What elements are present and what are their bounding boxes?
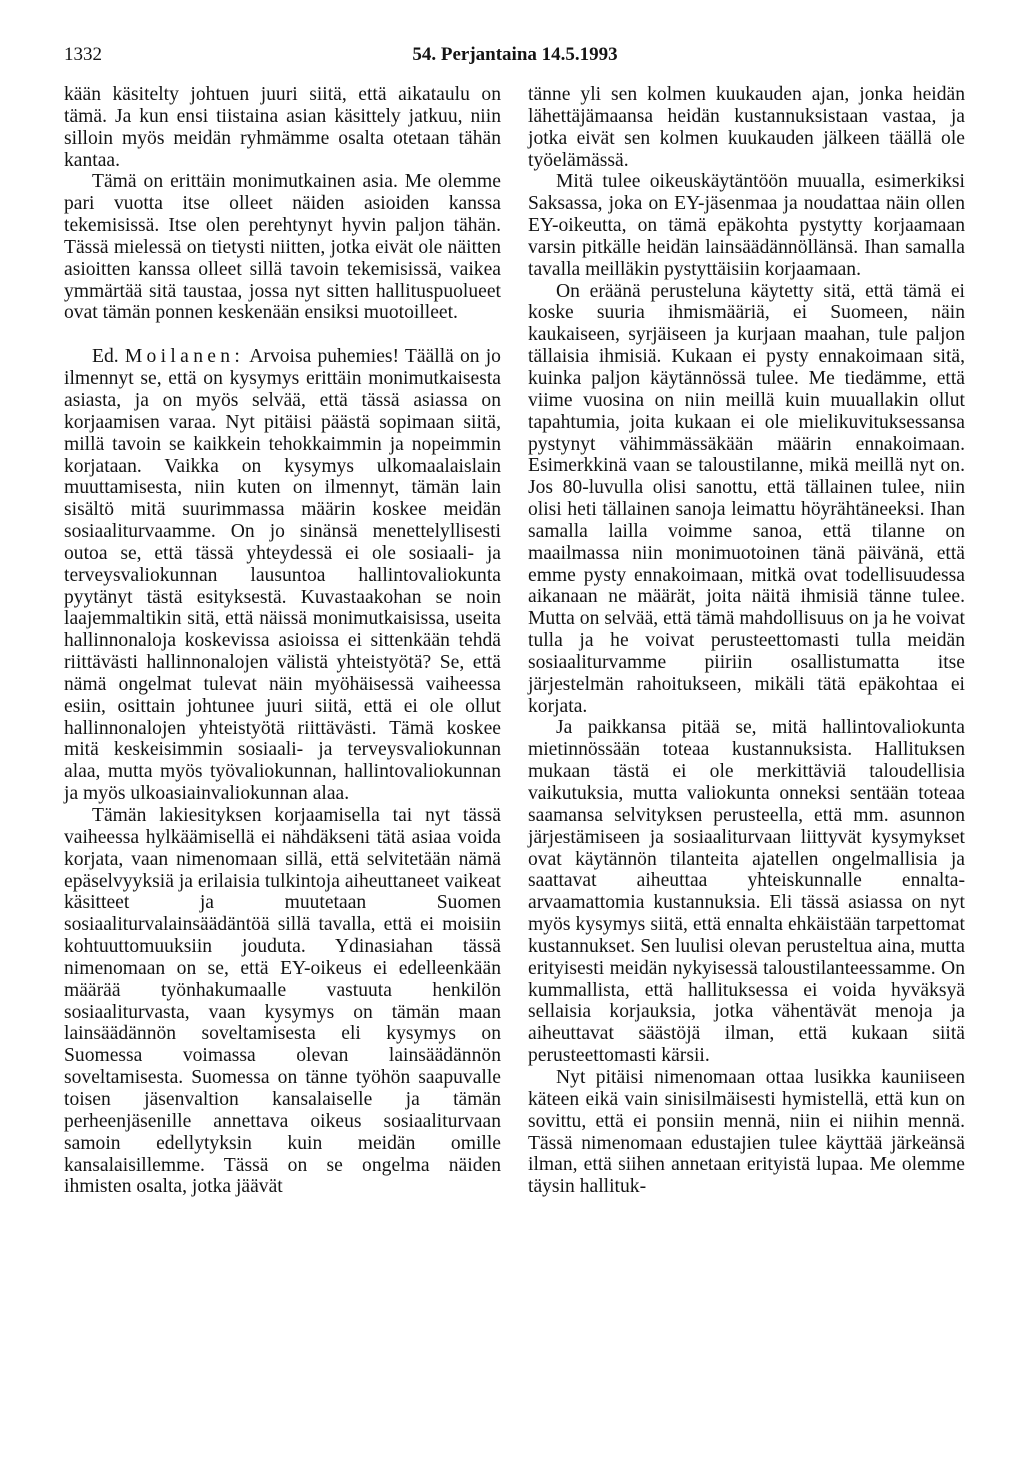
paragraph: Tämä on erittäin monimutkainen asia. Me olemme pari vuotta itse olleet näiden asioiden kanssa tekemisissä. Itse olen perehtynyt hyvin paljon tähän. Tässä mielessä on tietysti niitten, jotka eivät ole näitten asioitten kanssa olleet sillä tavoin tekemisissä, vaikea ymmärtää sitä taustaa, jossa nyt sitten hallituspuolueet ovat tämän ponnen keskenään ensiksi muotoilleet. xyxy=(64,171,501,324)
speaker-title: Ed. xyxy=(92,346,119,368)
speech-text: Täällä on jo ilmennyt se, että on kysymys erittäin monimutkaisesta asiasta, ja on myös selvää, että tässä asiassa on korjaamisen varaa. Nyt pitäisi päästä sopimaan siitä, millä tavoin se kaikkein tehokkaimmin ja nopeimmin korjataan. Vaikka on kysymys ulkomaalaislain muuttamisesta, niin kuten on ilmennyt, tämän lain sisältö mitä suurimmassa määrin koskee meidän sosiaaliturvaamme. On jo sinänsä menettelyllisesti outoa se, että tässä yhteydessä ei ole sosiaali- ja terveysvaliokunnan lausuntoa hallintovaliokunta pyytänyt tästä esityksestä. Kuvastaakohan se noin laajemmaltikin sitä, että näissä monimutkaisissa, useita hallinnonaloja koskevissa asioissa ei sittenkään tehdä riittävästi hallinnonalojen välistä yhteistyötä? Se, että nämä ongelmat tulevat näin myöhäisessä vaiheessa esiin, osittain johtunee juuri siitä, että ei ole ollut hallinnonalojen yhteistyötä riittävästi. Tämä koskee mitä keskeisimmin sosiaali- ja terveysvaliokunnan alaa, mutta myös työvaliokunnan, hallintovaliokunnan ja myös ulkoasiainvaliokunnan alaa. xyxy=(64,346,501,805)
speech-opening: Arvoisa puhemies! xyxy=(249,346,400,368)
speech-paragraph xyxy=(64,346,501,805)
paragraph: Ja paikkansa pitää se, mitä hallintovaliokunta mietinnössään toteaa kustannuksista. Hallituksen mukaan tästä ei ole merkittäviä taloudellisia vaikutuksia, mutta valiokunta onneksi sentään toteaa saamansa selvityksen perusteella, että mm. asunnon järjestämiseen ja sosiaaliturvaan liittyvät kysymykset ovat käytännön tilanteita ajatellen ongelmallisia ja saattavat aiheuttaa yhteiskunnalle ennalta-arvaamattomia kustannuksia. Eli tässä asiassa on nyt myös kysymys siitä, että ennalta ehkäistään tarpettomat kustannukset. Sen luulisi olevan perusteltua aina, mutta erityisesti meidän nykyisessä taloustilanteessamme. On kummallista, että hallituksessa ei voida hyväksyä sellaisia korjauksia, jotka vähentävät menoja ja aiheuttavat säästöjä ilman, että kukaan siitä perusteettomasti kärsii. xyxy=(528,717,965,1067)
right-column xyxy=(528,84,965,1198)
paragraph: Mitä tulee oikeuskäytäntöön muualla, esimerkiksi Saksassa, joka on EY-jäsenmaa ja noudattaa näin ollen EY-oikeutta, on tämä epäkohta pystytty korjaamaan varsin pitkälle heidän lainsäädännöllänsä. Ihan samalla tavalla meilläkin pystyttäisiin korjaamaan. xyxy=(528,171,965,280)
paragraph: On eräänä perusteluna käytetty sitä, että tämä ei koske suuria ihmismääriä, ei Suomeen, näin kaukaiseen, syrjäiseen ja kurjaan maahan, tule paljon tällaisia ihmisiä. Kukaan ei pysty ennakoimaan sitä, kuinka paljon käytännössä tulee. Me tiedämme, että viime vuosina on niin meillä kuin muuallakin ollut tapahtumia, joita kukaan ei ole mielikuvituksessansa pystynyt vähimmässäkään määrin ennakoimaan. Esimerkkinä vaan se taloustilanne, mikä meillä nyt on. Jos 80-luvulla olisi sanottu, että tällainen tulee, niin olisi heti tällainen sanoja leimattu höyrähtäneeksi. Ihan samalla lailla voimme sanoa, että tilanne on maailmassa niin monimuotoinen tänä päivänä, että emme pysty ennakoimaan, mitkä ovat todellisuudessa aikanaan ne määrät, joita näitä ihmisiä tänne tulee. Mutta on selvää, että tämä mahdollisuus on ja he voivat tulla ja he voivat perusteettomasti tulla meidän sosiaaliturvamme piiriin osallistumatta itse järjestelmän rahoitukseen, mikäli tätä epäkohtaa ei korjata. xyxy=(528,280,965,717)
continuation-paragraph: kään käsitelty johtuen juuri siitä, että aikataulu on tämä. Ja kun ensi tiistaina asian käsittely jatkuu, niin silloin myös meidän ryhmämme osalta otetaan tähän kantaa. xyxy=(64,84,501,171)
running-head: 54. Perjantaina 14.5.1993 xyxy=(412,44,618,65)
page-header xyxy=(64,44,966,74)
continuation-paragraph: tänne yli sen kolmen kuukauden ajan, jonka heidän lähettäjämaansa heidän kustannuksistaan vastaa, ja jotka eivät sen kolmen kuukauden jälkeen täällä ole työelämässä. xyxy=(528,84,965,171)
paragraph: Nyt pitäisi nimenomaan ottaa lusikka kauniiseen käteen eikä vain sinisilmäisesti hymistellä, että kun on sovittu, että ei ponsiin mennä, niin ei niihin mennä. Tässä nimenomaan edustajien tulee käyttää järkeänsä ilman, että siihen annetaan erityistä lupaa. Me olemme täysin hallituk- xyxy=(528,1066,965,1198)
page-number: 1332 xyxy=(64,44,102,65)
speaker-name: Moilanen: xyxy=(124,346,245,368)
left-column xyxy=(64,84,501,1198)
paragraph: Tämän lakiesityksen korjaamisella tai nyt tässä vaiheessa hylkäämisellä ei nähdäkseni tätä asiaa voida korjata, vaan nimenomaan sillä, että selvitetään nämä epäselvyyksiä ja erilaisia tulkintoja aiheuttaneet vaikeat käsitteet ja muutetaan Suomen sosiaaliturvalainsäädäntöä sillä tavalla, että ei moisiin kohtuuttomuuksiin jouduta. Ydinasiahan tässä nimenomaan on se, että EY-oikeus ei edelleenkään määrää työnhakumaalle vastuuta henkilön sosiaaliturvasta, vaan kysymys on tämän maan lainsäädännön soveltamisesta eli kysymys on Suomessa voimassa olevan lainsäädännön soveltamisesta. Suomessa on tänne työhön saapuvalle toisen jäsenvaltion kansalaiselle ja tämän perheenjäsenille annettava oikeus sosiaaliturvaan samoin edellytyksin kuin meidän omille kansalaisillemme. Tässä on se ongelma näiden ihmisten osalta, jotka jäävät xyxy=(64,805,501,1198)
